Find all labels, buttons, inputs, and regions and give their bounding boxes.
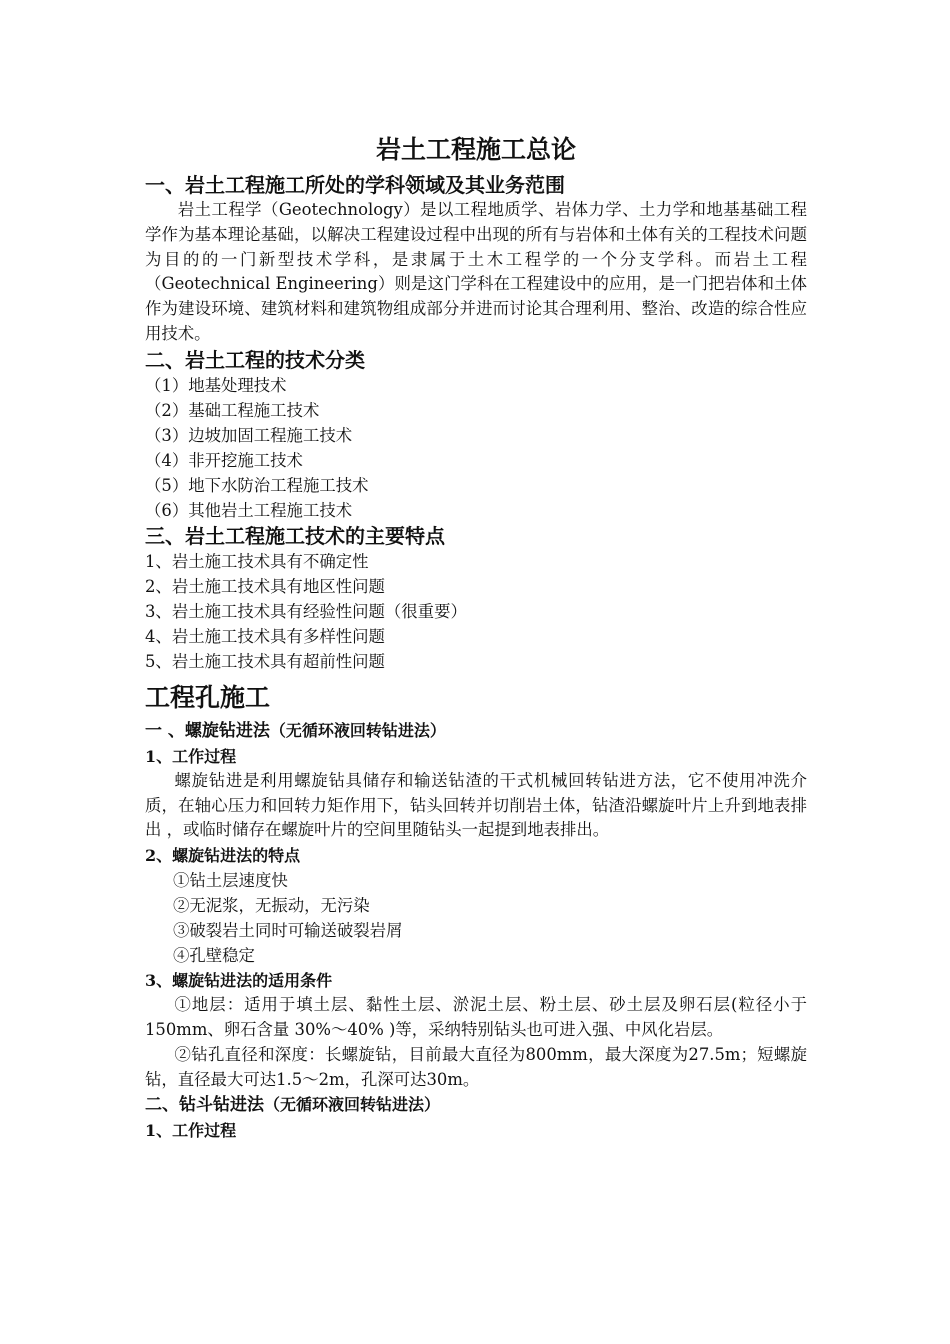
- tech-category-item: （5）地下水防治工程施工技术: [145, 475, 369, 495]
- spiral-process-paragraph: 螺旋钻进是利用螺旋钻具储存和输送钻渣的干式机械回转钻进方法，它不使用冲洗介质，在轴心压力和回转力矩作用下，钻头回转并切削岩土体，钻渣沿螺旋叶片上升到地表排出 ，或临时储存在螺旋叶片的空间里随钻头一起提到地表排出。: [145, 770, 807, 840]
- spiral-drilling-heading: [145, 718, 807, 744]
- spiral-condition-diameter-depth: ②钻孔直径和深度：长螺旋钻，目前最大直径为800mm，最大深度为27.5m；短螺旋钻，直径最大可达1.5～2m，孔深可达30m。: [145, 1044, 807, 1089]
- feature-item: 5、岩土施工技术具有超前性问题: [145, 651, 385, 671]
- part-2-title: 工程孔施工: [145, 682, 271, 712]
- document-page: [145, 128, 807, 1143]
- section-2-heading: 二、岩土工程的技术分类: [145, 347, 365, 372]
- spiral-feature-item: ④孔壁稳定: [173, 946, 255, 966]
- tech-category-item: （4）非开挖施工技术: [145, 450, 303, 470]
- spiral-feature-item: ②无泥浆，无振动，无污染: [173, 896, 370, 916]
- tech-category-item: （3）边坡加固工程施工技术: [145, 425, 353, 445]
- spiral-condition-strata: ①地层：适用于填土层、黏性土层、淤泥土层、粉土层、砂土层及卵石层(粒径小于150mm、卵石含量 30%～40% )等，采纳特别钻头也可进入强、中风化岩层。: [145, 995, 807, 1039]
- feature-item: 4、岩土施工技术具有多样性问题: [145, 626, 385, 646]
- tech-category-item: （1）地基处理技术: [145, 375, 287, 395]
- section-3-heading: 三、岩土工程施工技术的主要特点: [145, 523, 445, 548]
- bucket-drilling-heading: [145, 1092, 807, 1118]
- section-1-heading: 一、岩土工程施工所处的学科领域及其业务范围: [145, 173, 565, 197]
- feature-item: 2、岩土施工技术具有地区性问题: [145, 576, 385, 596]
- document-title: 岩土工程施工总论: [375, 135, 576, 164]
- bucket-process-heading: 1、工作过程: [145, 1121, 237, 1141]
- feature-item: 1、岩土施工技术具有不确定性: [145, 551, 369, 571]
- spiral-features-heading: 2、螺旋钻进法的特点: [145, 846, 301, 866]
- spiral-drilling-heading-sub: （无循环液回转钻进法）: [269, 720, 446, 740]
- tech-category-item: （6）其他岩土工程施工技术: [145, 500, 353, 520]
- spiral-feature-item: ③破裂岩土同时可输送破裂岩屑: [173, 921, 403, 941]
- tech-category-item: （2）基础工程施工技术: [145, 400, 320, 420]
- spiral-feature-item: ①钻土层速度快: [173, 871, 288, 891]
- spiral-conditions-heading: 3、螺旋钻进法的适用条件: [145, 971, 333, 991]
- feature-item: 3、岩土施工技术具有经验性问题（很重要）: [145, 601, 467, 621]
- spiral-drilling-heading-main: 一 、螺旋钻进法: [145, 720, 270, 741]
- spiral-process-heading: 1、工作过程: [145, 746, 237, 766]
- bucket-drilling-heading-main: 二、钻斗钻进法: [145, 1095, 264, 1116]
- section-1-paragraph: 岩土工程学（Geotechnology）是以工程地质学、岩体力学、土力学和地基基础工程学作为基本理论基础，以解决工程建设过程中出现的所有与岩体和土体有关的工程技术问题为目的的一门新型技术学科，是隶属于土木工程学的一个分支学科。而岩土工程（Geotechnical Engineering）则是这门学科在工程建设中的应用，是一门把岩体和土体作为建设环境、建筑材料和建筑物组成部分并进而讨论其合理利用、整治、改造的综合性应用技术。: [145, 200, 807, 343]
- bucket-drilling-heading-sub: （无循环液回转钻进法）: [264, 1095, 441, 1115]
